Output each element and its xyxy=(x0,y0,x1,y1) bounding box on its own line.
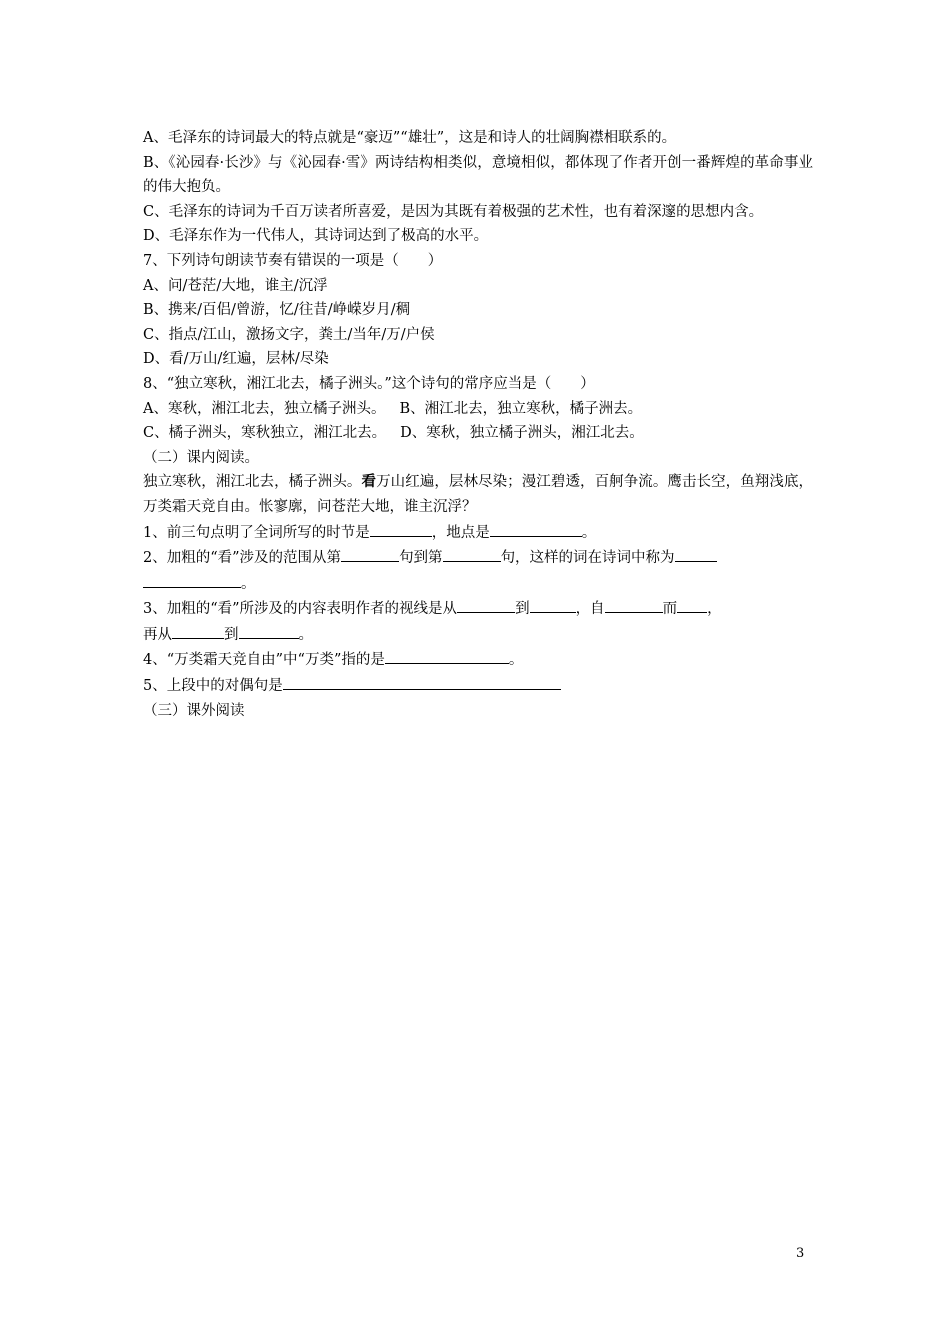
q8-option-c: C、橘子洲头，寒秋独立，湘江北去。 xyxy=(143,425,387,442)
q8-stem: 8、“独立寒秋，湘江北去，橘子洲头。”这个诗句的常序应当是（ ） xyxy=(143,375,595,392)
q8-option-a: A、寒秋，湘江北去，独立橘子洲头。 xyxy=(143,400,386,417)
answer-blank-3a[interactable] xyxy=(457,596,515,613)
q6-option-b: B、《沁园春·长沙》与《沁园春·雪》两诗结构相类似，意境相似，都体现了作者开创一番辉煌的革命事业的伟大抱负。 xyxy=(143,154,813,196)
answer-blank-2a[interactable] xyxy=(341,545,399,562)
question-3-line-1: 3、加粗的“看”所涉及的内容表明作者的视线是从 到 ，自 而 ， xyxy=(143,596,813,622)
q6-option-c: C、毛泽东的诗词为千百万读者所喜爱，是因为其既有着极强的艺术性，也有着深邃的思想内含。 xyxy=(143,203,764,220)
q8-options-row-1 xyxy=(143,397,813,422)
section-2-heading: （二）课内阅读。 xyxy=(143,449,259,466)
answer-blank-3d[interactable] xyxy=(677,596,707,613)
q7-option-c: C、指点/江山，激扬文字，粪土/当年/万/户侯 xyxy=(143,326,435,343)
reading-passage: 独立寒秋，湘江北去，橘子洲头。看万山红遍，层林尽染；漫江碧透，百舸争流。鹰击长空，鱼翔浅底，万类霜天竞自由。怅寥廓，问苍茫大地，谁主沉浮？ xyxy=(143,473,814,515)
q7-option-b: B、携来/百侣/曾游，忆/往昔/峥嵘岁月/稠 xyxy=(143,302,411,319)
answer-blank-2d[interactable] xyxy=(143,571,241,588)
question-1: 1、前三句点明了全词所写的时节是 ，地点是 。 xyxy=(143,520,813,546)
document-page xyxy=(143,126,813,723)
question-4: 4、“万类霜天竞自由”中“万类”指的是 。 xyxy=(143,647,813,673)
question-3-line-2: 再从 到 。 xyxy=(143,622,813,648)
q6-option-d: D、毛泽东作为一代伟人，其诗词达到了极高的水平。 xyxy=(143,228,489,245)
q7-option-d: D、看/万山/红遍，层林/尽染 xyxy=(143,351,329,368)
page-number: 3 xyxy=(796,1246,805,1261)
q7-stem: 7、下列诗句朗读节奏有错误的一项是（ ） xyxy=(143,252,443,269)
answer-blank-3c[interactable] xyxy=(605,596,663,613)
answer-blank-4[interactable] xyxy=(385,647,509,664)
answer-blank-5[interactable] xyxy=(283,673,561,690)
answer-blank-3e[interactable] xyxy=(172,622,224,639)
question-2-line-2: 。 xyxy=(143,571,813,597)
question-2-line-1: 2、加粗的“看”涉及的范围从第 句到第 句，这样的词在诗词中称为 xyxy=(143,545,813,571)
answer-blank-2b[interactable] xyxy=(443,545,501,562)
answer-blank-2c[interactable] xyxy=(675,545,717,562)
answer-blank-3f[interactable] xyxy=(239,622,299,639)
q7-option-a: A、问/苍茫/大地，谁主/沉浮 xyxy=(143,277,328,294)
answer-blank-1a[interactable] xyxy=(370,520,432,537)
question-5: 5、上段中的对偶句是 xyxy=(143,673,813,699)
answer-blank-1b[interactable] xyxy=(490,520,582,537)
q8-options-row-2 xyxy=(143,421,813,446)
answer-blank-3b[interactable] xyxy=(530,596,576,613)
q8-option-d: D、寒秋，独立橘子洲头，湘江北去。 xyxy=(400,425,644,442)
section-3-heading: （三）课外阅读 xyxy=(143,702,245,719)
q6-option-a: A、毛泽东的诗词最大的特点就是“豪迈”“雄壮”，这是和诗人的壮阔胸襟相联系的。 xyxy=(143,130,677,146)
bold-kan-word: 看 xyxy=(361,473,377,491)
q8-option-b: B、湘江北去，独立寒秋，橘子洲去。 xyxy=(399,400,643,417)
